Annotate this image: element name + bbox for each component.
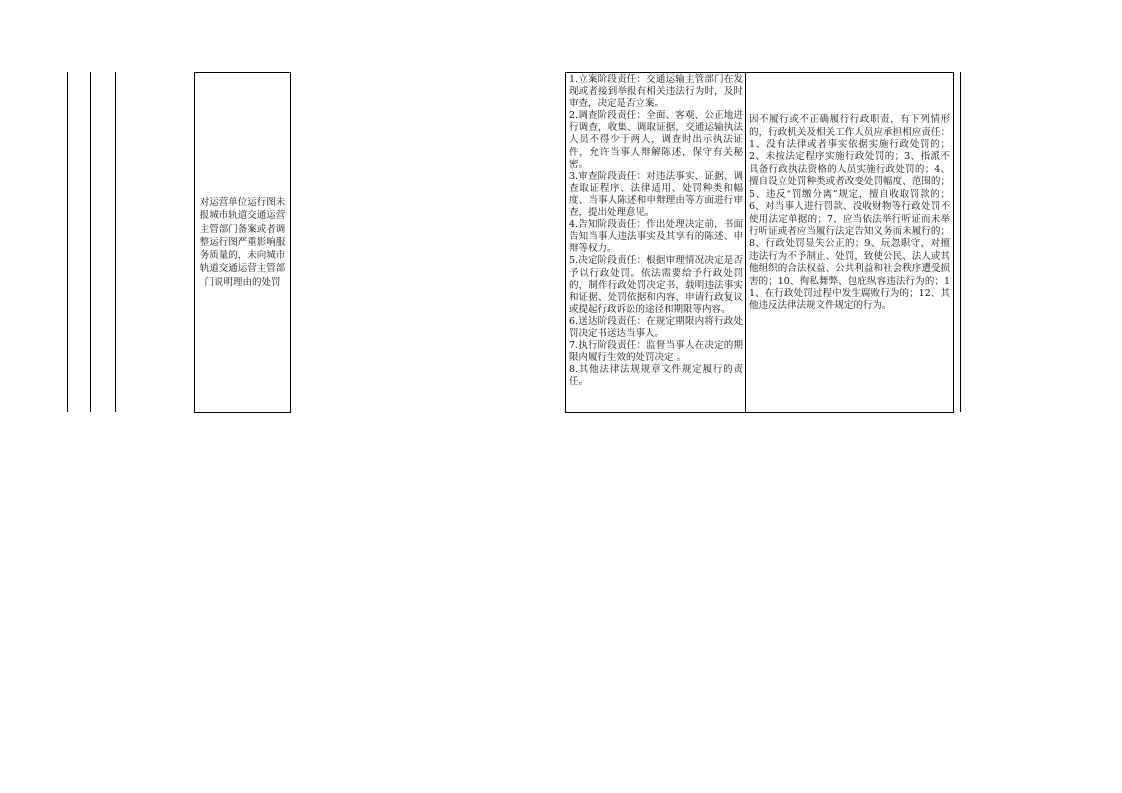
responsibility-stage-4: 4.告知阶段责任：作出处理决定前，书面告知当事人违法事实及其享有的陈述、申辩等权力。 xyxy=(569,219,743,255)
item-name-cell xyxy=(194,72,291,413)
responsibility-stage-3: 3.审查阶段责任：对违法事实、证据、调查取证程序、法律适用、处罚种类和幅度、当事人陈述和申辩理由等方面进行审查，提出处理意见。 xyxy=(569,170,743,219)
table-left-border-2 xyxy=(90,72,91,412)
responsibility-stage-5: 5.决定阶段责任：根据审理情况决定是否予以行政处罚。依法需要给予行政处罚的，制作行政处罚决定书，载明违法事实和证据、处罚依据和内容、申请行政复议或提起行政诉讼的途径和期限等内容。 xyxy=(569,255,743,315)
table-right-border xyxy=(960,72,961,412)
responsibility-stage-7: 7.执行阶段责任：监督当事人在决定的期限内履行生效的处罚决定 。 xyxy=(569,340,743,364)
responsibility-stage-1: 1.立案阶段责任：交通运输主管部门在发现或者接到举报有相关违法行为时，及时审查，决定是否立案。 xyxy=(569,74,743,110)
responsibility-stage-2: 2.调查阶段责任：全面、客观、公正地进行调查，收集、调取证据，交通运输执法人员不得少于两人，调查时出示执法证件，允许当事人辩解陈述，保守有关秘密。 xyxy=(569,110,743,170)
responsibility-stage-8: 8.其他法律法规规章文件规定履行的责任。 xyxy=(569,364,743,388)
item-name-text: 对运营单位运行图未报城市轨道交通运营主管部门备案或者调整运行图严重影响服务质量的，未向城市轨道交通运营主管部门说明理由的处罚 xyxy=(199,197,286,288)
responsibility-cell xyxy=(565,72,746,413)
responsibility-stage-6: 6.送达阶段责任：在规定期限内将行政处罚决定书送达当事人。 xyxy=(569,315,743,339)
table-left-border-3 xyxy=(115,72,116,412)
accountability-text: 因不履行或不正确履行行政职责，有下列情形的，行政机关及相关工作人员应承担相应责任：1、没有法律或者事实依据实施行政处罚的；2、未按法定程序实施行政处罚的；3、指派不具备行政执法资格的人员实施行政处罚的；4、擅自设立处罚种类或者改变处罚幅度、范围的；5、违反“罚缴分离”规定，擅自收取罚款的；6、对当事人进行罚款、没收财物等行政处罚不使用法定单据的；7、应当依法举行听证而未举行听证或者应当履行法定告知义务而未履行的；8、行政处罚显失公正的；9、玩忽职守，对擅违法行为不予制止、处罚，致使公民、法人或其他组织的合法权益、公共利益和社会秩序遭受损害的；10、徇私舞弊、包庇纵容违法行为的；11、在行政处罚过程中发生腐败行为的；12、其他违反法律法规文件规定的行为。 xyxy=(749,114,950,312)
accountability-cell xyxy=(745,72,954,413)
table-left-border-1 xyxy=(67,72,68,412)
